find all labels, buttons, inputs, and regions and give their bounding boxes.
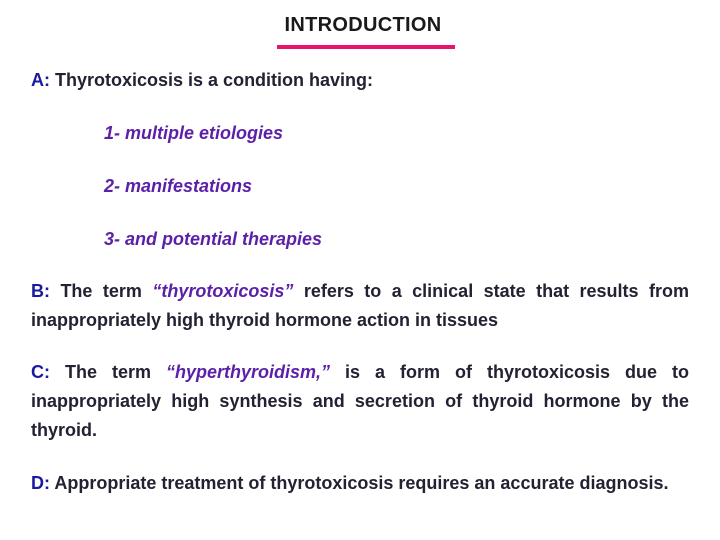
point-b-rest: refers to a clinical state that results from inappropriately high thyroid hormone action in tissues (31, 281, 689, 330)
point-c-lead: The term (50, 362, 166, 382)
point-c-term: “hyperthyroidism,” (166, 362, 331, 382)
point-d-letter: D: (31, 473, 50, 493)
point-a-text: Thyrotoxicosis is a condition having: (50, 70, 374, 90)
point-d-text: Appropriate treatment of thyrotoxicosis requires an accurate diagnosis. (50, 473, 669, 493)
point-b-lead: The term (50, 281, 153, 301)
title-underline (277, 45, 455, 49)
point-c-rest: is a form of thyrotoxicosis due to inappropriately high synthesis and secretion of thyroid hormone by the thyroid. (31, 362, 689, 440)
list-item: 3- and potential therapies (104, 229, 323, 249)
point-a (31, 70, 373, 91)
slide-title: INTRODUCTION (284, 14, 442, 36)
point-d (31, 469, 689, 498)
point-c (31, 358, 689, 445)
point-b-letter: B: (31, 281, 50, 301)
point-c-letter: C: (31, 362, 50, 382)
point-b (31, 277, 689, 335)
list-item: 2- manifestations (104, 176, 253, 196)
point-a-letter: A: (31, 70, 50, 90)
point-b-term: “thyrotoxicosis” (152, 281, 294, 301)
list-item: 1- multiple etiologies (104, 123, 284, 143)
